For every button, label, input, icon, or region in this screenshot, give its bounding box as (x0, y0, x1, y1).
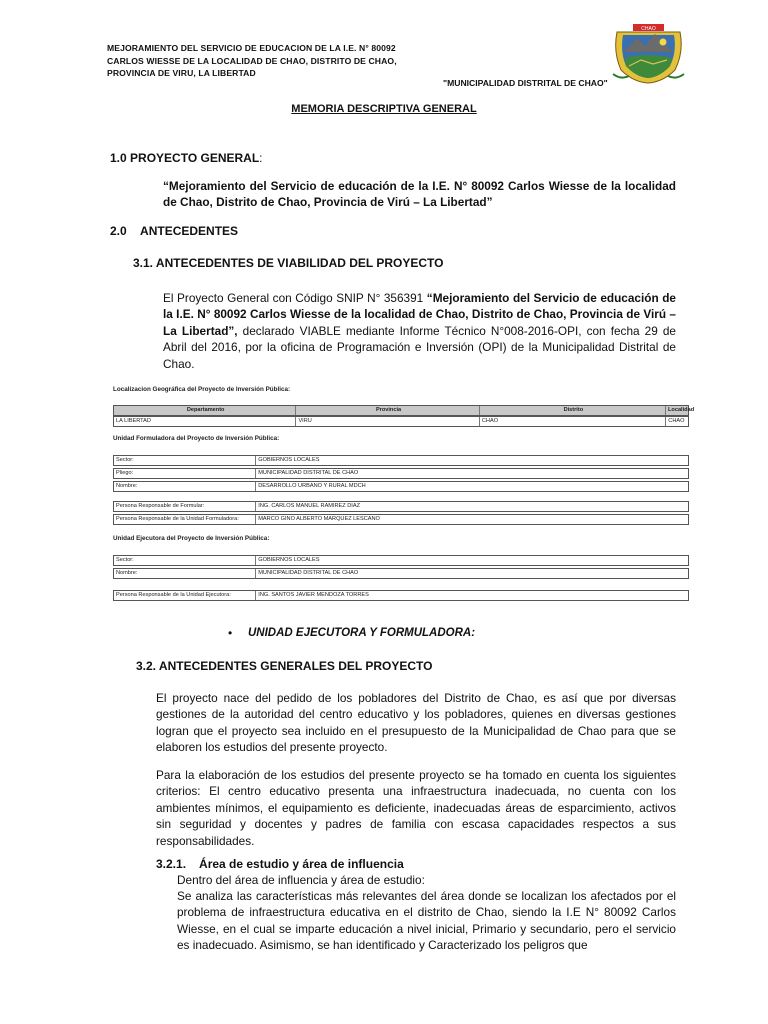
form-row: Pliego: MUNICIPALIDAD DISTRITAL DE CHAO (113, 468, 689, 479)
loc-header-row: Departamento Provincia Distrito Localidad (113, 405, 689, 416)
section-31-paragraph: El Proyecto General con Código SNIP N° 356391 “Mejoramiento del Servicio de educación de la I.E. N° 80092 Carlos Wiesse de la localidad de Chao, Distrito de Chao, Provincia de Virú – La Libertad”, declarado VIABLE mediante Informe Técnico N°008-2016-OPI, con fecha 29 de Abril del 2016, por la oficina de Programación e Inversión (OPI) de la Municipalidad Distrital de Chao. (163, 291, 676, 371)
exec-caption: Unidad Ejecutora del Proyecto de Inversión Pública: (113, 535, 270, 542)
section-321-heading: 3.2.1. Área de estudio y área de influencia (156, 857, 404, 871)
exec-resp-row: Persona Responsable de la Unidad Ejecutora: ING. SANTOS JAVIER MENDOZA TORRES (113, 590, 689, 601)
section-32-paragraph-2: Para la elaboración de los estudios del presente proyecto se ha tomado en cuenta los siguientes criterios: El centro educativo presenta una infraestructura inadecuada, no cuenta con los ambientes mínimos, el equipamiento es deficiente, inadecuadas áreas de esparcimiento, activos sin seguridad y docentes y padres de familia con escasa capacidades respectos a sus responsabilidades. (156, 768, 676, 848)
loc-value-row: LA LIBERTAD VIRU CHAO CHAO (113, 416, 689, 427)
project-info-table (113, 384, 695, 604)
section-32-heading: 3.2. ANTECEDENTES GENERALES DEL PROYECTO (136, 659, 433, 673)
form-row: Sector: GOBIERNOS LOCALES (113, 455, 689, 466)
form-resp-row: Persona Responsable de Formular: ING. CARLOS MANUEL RAMIREZ DIAZ (113, 501, 689, 512)
form-row: Nombre: DESARROLLO URBANO Y RURAL MDCH (113, 481, 689, 492)
bullet-dot-icon: • (228, 626, 233, 640)
document-title: MEMORIA DESCRIPTIVA GENERAL (291, 103, 477, 115)
form-resp-row: Persona Responsable de la Unidad Formuladora: MARCO GINO ALBERTO MARQUEZ LESCANO (113, 514, 689, 525)
form-caption: Unidad Formuladora del Proyecto de Inversión Pública: (113, 435, 280, 442)
municipal-crest-icon (611, 22, 686, 84)
section-32-paragraph-1: El proyecto nace del pedido de los pobladores del Distrito de Chao, es así que por diversas gestiones de la autoridad del centro educativo y los pobladores, quienes en diversas gestiones logran que el proyecto sea incluido en el presupuesto de la Municipalidad de Chao para que se elaboren los estudios del presente proyecto. (156, 691, 676, 755)
header-project-title: MEJORAMIENTO DEL SERVICIO DE EDUCACION DE LA I.E. N° 80092 CARLOS WIESSE DE LA LOCALIDAD DE CHAO, DISTRITO DE CHAO, PROVINCIA DE VIRU, LA LIBERTAD (107, 43, 397, 78)
section-1-heading: 1.0 PROYECTO GENERAL: (110, 151, 263, 165)
crest-label: CHAO (641, 26, 656, 32)
exec-row: Nombre: MUNICIPALIDAD DISTRITAL DE CHAO (113, 568, 689, 579)
loc-caption: Localizacion Geográfica del Proyecto de Inversión Pública: (113, 386, 291, 393)
section-321-paragraph: Se analiza las características más relevantes del área donde se localizan los afectados por el problema de infraestructura educativa en el distrito de Chao, siendo la I.E N° 80092 Carlos Wiesse, en el cual se imparte educación a nivel inicial, Primario y secundario, pero el servicio es inadecuado. Asimismo, se han identificado y Caracterizado los peligros que (177, 889, 676, 953)
section-2-heading: 2.0 ANTECEDENTES (110, 224, 239, 238)
section-1-text: “Mejoramiento del Servicio de educación de la I.E. N° 80092 Carlos Wiesse de la localidad de Chao, Distrito de Chao, Provincia de Virú – La Libertad” (163, 179, 676, 210)
bullet-unit: UNIDAD EJECUTORA Y FORMULADORA: (248, 627, 476, 639)
header-municipality: "MUNICIPALIDAD DISTRITAL DE CHAO" (443, 78, 608, 88)
section-321-intro: Dentro del área de influencia y área de estudio: (177, 873, 425, 887)
exec-row: Sector: GOBIERNOS LOCALES (113, 555, 689, 566)
section-31-heading: 3.1. ANTECEDENTES DE VIABILIDAD DEL PROYECTO (133, 256, 444, 270)
